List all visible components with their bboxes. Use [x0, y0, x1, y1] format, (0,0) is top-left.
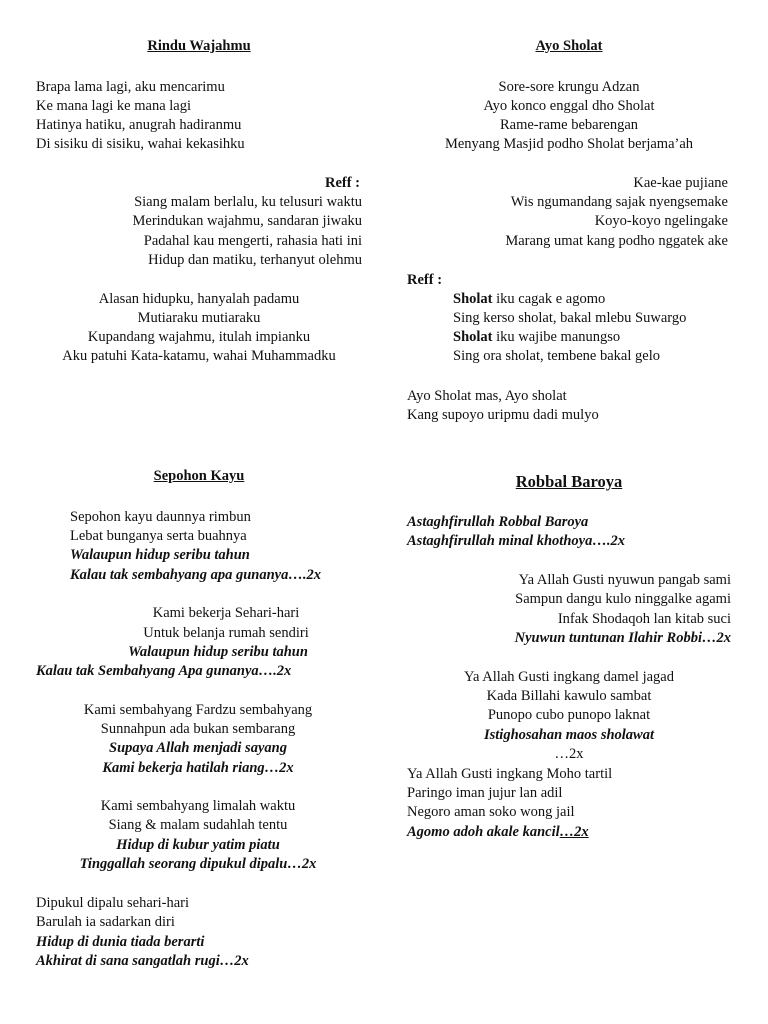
- lyric-line: Walaupun hidup seribu tahun: [70, 547, 250, 563]
- lyric-line: Menyang Masjid podho Sholat berjama’ah: [444, 136, 694, 152]
- lyric-line: Kami bekerja hatilah riang…2x: [102, 760, 294, 776]
- lyric-line: Kami sembahyang limalah waktu: [100, 798, 296, 814]
- lyric-line: Padahal kau mengerti, rahasia hati ini: [143, 233, 362, 249]
- lyric-line: Mutiaraku mutiaraku: [137, 310, 261, 326]
- song-title: Robbal Baroya: [515, 472, 623, 491]
- lyric-line: Di sisiku di sisiku, wahai kekasihku: [36, 136, 245, 152]
- lyric-line: Sing kerso sholat, bakal mlebu Suwargo: [453, 310, 687, 326]
- emphasis-word: Sholat: [453, 329, 493, 345]
- lyric-text: iku cagak e agomo: [492, 291, 606, 307]
- lyric-line: Paringo iman jujur lan adil: [407, 785, 563, 801]
- lyric-line: Kang supoyo uripmu dadi mulyo: [407, 407, 599, 423]
- lyric-line: Nyuwun tuntunan Ilahir Robbi…2x: [514, 630, 731, 646]
- song-title: Rindu Wajahmu: [147, 38, 251, 54]
- lyric-line: Kupandang wajahmu, itulah impianku: [87, 329, 311, 345]
- lyric-line: Marang umat kang podho nggatek ake: [505, 233, 728, 249]
- lyric-line: Supaya Allah menjadi sayang: [109, 740, 287, 756]
- lyric-line: Kae-kae pujiane: [633, 175, 728, 191]
- lyric-text: Agomo adoh akale kancil: [407, 824, 560, 840]
- lyric-line: …2x: [554, 746, 584, 762]
- lyric-line: Negoro aman soko wong jail: [407, 804, 575, 820]
- lyric-line: Kada Billahi kawulo sambat: [486, 688, 652, 704]
- lyric-line: Kami bekerja Sehari-hari: [152, 605, 300, 621]
- song-title: Sepohon Kayu: [153, 468, 245, 484]
- lyric-line: Ayo Sholat mas, Ayo sholat: [407, 388, 567, 404]
- lyric-line: Punopo cubo punopo laknat: [487, 707, 651, 723]
- lyric-line: Astaghfirullah Robbal Baroya: [407, 514, 589, 530]
- lyric-line: Astaghfirullah minal khothoya….2x: [407, 533, 625, 549]
- lyric-line: Untuk belanja rumah sendiri: [143, 625, 309, 641]
- lyric-line: Brapa lama lagi, aku mencarimu: [36, 79, 225, 95]
- lyric-line: Sunnahpun ada bukan sembarang: [100, 721, 296, 737]
- lyric-line: Kalau tak Sembahyang Apa gunanya….2x: [36, 663, 292, 679]
- lyric-line: Hidup dan matiku, terhanyut olehmu: [148, 252, 362, 268]
- lyric-line: [453, 290, 605, 309]
- song-title: Ayo Sholat: [535, 38, 603, 54]
- lyric-line: Sore-sore krungu Adzan: [498, 79, 640, 95]
- lyric-line: Ya Allah Gusti ingkang damel jagad: [464, 669, 674, 685]
- lyric-line: [453, 328, 620, 347]
- lyric-line: Sepohon kayu daunnya rimbun: [70, 509, 251, 525]
- lyric-line: Istighosahan maos sholawat: [483, 727, 655, 743]
- lyric-line: Ya Allah Gusti ingkang Moho tartil: [407, 766, 613, 782]
- repeat-mark: …2x: [559, 824, 589, 840]
- lyric-line: Alasan hidupku, hanyalah padamu: [98, 291, 300, 307]
- lyric-line: Barulah ia sadarkan diri: [36, 914, 175, 930]
- lyric-line: Hidup di dunia tiada berarti: [36, 934, 205, 950]
- lyric-line: Ya Allah Gusti nyuwun pangab sami: [518, 572, 731, 588]
- lyric-line: Siang malam berlalu, ku telusuri waktu: [134, 194, 362, 210]
- reff-label: Reff :: [324, 175, 360, 191]
- lyric-line: Hatinya hatiku, anugrah hadiranmu: [36, 117, 242, 133]
- lyric-line: Ayo konco enggal dho Sholat: [483, 98, 655, 114]
- lyric-line: Merindukan wajahmu, sandaran jiwaku: [132, 213, 362, 229]
- lyric-line: Wis ngumandang sajak nyengsemake: [510, 194, 728, 210]
- lyric-line: Sampun dangu kulo ninggalke agami: [515, 591, 731, 607]
- emphasis-word: Sholat: [453, 291, 493, 307]
- lyric-line: Infak Shodaqoh lan kitab suci: [557, 611, 731, 627]
- lyric-line: [407, 823, 589, 842]
- lyric-line: Siang & malam sudahlah tentu: [108, 817, 288, 833]
- lyric-line: Akhirat di sana sangatlah rugi…2x: [36, 953, 249, 969]
- lyric-line: Walaupun hidup seribu tahun: [128, 644, 308, 660]
- lyric-line: Rame-rame bebarengan: [499, 117, 639, 133]
- lyric-line: Koyo-koyo ngelingake: [594, 213, 728, 229]
- lyric-line: Kalau tak sembahyang apa gunanya….2x: [70, 567, 321, 583]
- lyric-line: Tinggallah seorang dipukul dipalu…2x: [79, 856, 317, 872]
- reff-label: Reff :: [407, 272, 443, 288]
- lyric-line: Ke mana lagi ke mana lagi: [36, 98, 192, 114]
- lyric-text: iku wajibe manungso: [492, 329, 621, 345]
- lyric-line: Dipukul dipalu sehari-hari: [36, 895, 190, 911]
- lyric-line: Aku patuhi Kata-katamu, wahai Muhammadku: [62, 348, 336, 364]
- lyric-line: Kami sembahyang Fardzu sembahyang: [83, 702, 313, 718]
- lyric-line: Sing ora sholat, tembene bakal gelo: [453, 348, 660, 364]
- lyric-line: Lebat bunganya serta buahnya: [70, 528, 247, 544]
- lyric-line: Hidup di kubur yatim piatu: [116, 837, 280, 853]
